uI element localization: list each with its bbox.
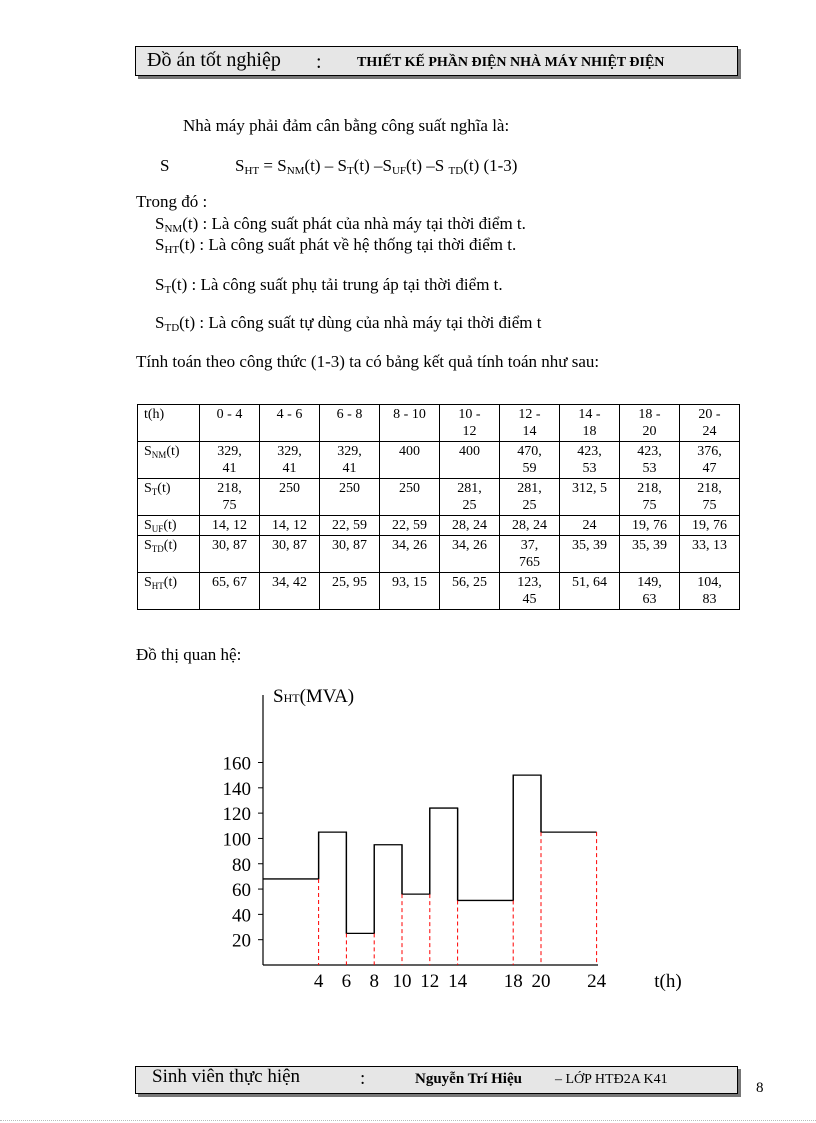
chart-caption: Đồ thị quan hệ: bbox=[136, 645, 242, 664]
value-cell bbox=[680, 573, 740, 610]
cell-line: 18 - bbox=[638, 407, 661, 422]
row-symbol: S bbox=[144, 518, 152, 533]
value-cell bbox=[380, 442, 440, 479]
row-subscript: TD bbox=[151, 544, 164, 554]
row-label bbox=[138, 442, 200, 479]
cell-line: 376, bbox=[697, 444, 722, 459]
cell-line: 20 - bbox=[698, 407, 721, 422]
cell-line: 37, bbox=[520, 538, 539, 553]
cell-line: 14, 12 bbox=[272, 518, 307, 533]
def-text: (t) : Là công suất phát của nhà máy tại thời điểm t. bbox=[182, 214, 526, 233]
table-row bbox=[138, 516, 740, 536]
def-subscript: NM bbox=[164, 223, 183, 235]
value-cell bbox=[680, 536, 740, 573]
value-cell bbox=[440, 479, 500, 516]
def-symbol: S bbox=[155, 313, 165, 332]
table-row bbox=[138, 479, 740, 516]
time-interval-cell bbox=[560, 405, 620, 442]
cell-line: 19, 76 bbox=[632, 518, 667, 533]
x-tick-label: 14 bbox=[448, 971, 468, 992]
x-tick-label: 18 bbox=[503, 971, 523, 992]
eq-subscript: TD bbox=[448, 165, 464, 177]
row-label: t(h) bbox=[138, 405, 200, 442]
cell-line: 35, 39 bbox=[632, 538, 667, 553]
cell-line: 30, 87 bbox=[212, 538, 247, 553]
value-cell bbox=[560, 536, 620, 573]
eq-subscript: UF bbox=[391, 165, 407, 177]
def-subscript: HT bbox=[164, 244, 180, 256]
definition-snm bbox=[155, 214, 526, 234]
value-cell bbox=[380, 479, 440, 516]
x-tick-label: 8 bbox=[369, 971, 379, 992]
row-subscript: NM bbox=[151, 450, 167, 460]
eq-text: (t) –S bbox=[406, 156, 449, 175]
cell-line: 25 bbox=[522, 498, 537, 513]
header-separator: : bbox=[316, 51, 322, 73]
cell-line: 250 bbox=[399, 481, 420, 496]
cell-line: 765 bbox=[519, 555, 540, 570]
equation-lead: S bbox=[160, 156, 170, 175]
cell-line: 35, 39 bbox=[572, 538, 607, 553]
time-interval-cell bbox=[500, 405, 560, 442]
cell-line: 329, bbox=[217, 444, 242, 459]
cell-line: 56, 25 bbox=[452, 575, 487, 590]
cell-line: 75 bbox=[702, 498, 717, 513]
cell-line: 75 bbox=[642, 498, 657, 513]
cell-line: 25, 95 bbox=[332, 575, 367, 590]
cell-line: 8 - 10 bbox=[393, 407, 426, 422]
cell-line: 34, 42 bbox=[272, 575, 307, 590]
def-text: (t) : Là công suất phát về hệ thống tại thời điểm t. bbox=[179, 235, 517, 254]
cell-line: 423, bbox=[637, 444, 662, 459]
footer-separator: : bbox=[360, 1068, 366, 1089]
value-cell bbox=[320, 573, 380, 610]
cell-line: 14 bbox=[522, 424, 537, 439]
def-text: (t) : Là công suất phụ tải trung áp tại thời điểm t. bbox=[171, 275, 503, 294]
value-cell bbox=[440, 442, 500, 479]
cell-line: 63 bbox=[642, 592, 657, 607]
value-cell bbox=[500, 516, 560, 536]
cell-line: 41 bbox=[222, 461, 237, 476]
eq-subscript: HT bbox=[244, 165, 260, 177]
cell-line: 41 bbox=[342, 461, 357, 476]
row-label bbox=[138, 573, 200, 610]
value-cell bbox=[560, 573, 620, 610]
cell-line: 4 - 6 bbox=[276, 407, 303, 422]
cell-line: 400 bbox=[459, 444, 480, 459]
eq-symbol: S bbox=[235, 156, 245, 175]
value-cell bbox=[200, 479, 260, 516]
cell-line: 10 - bbox=[458, 407, 481, 422]
y-tick-label: 100 bbox=[222, 829, 251, 851]
row-tail: (t) bbox=[157, 481, 171, 496]
cell-line: 34, 26 bbox=[392, 538, 427, 553]
cell-line: 281, bbox=[517, 481, 542, 496]
eq-text: (t) – bbox=[304, 156, 338, 175]
eq-subscript: NM bbox=[286, 165, 305, 177]
def-symbol: S bbox=[155, 235, 165, 254]
cell-line: 28, 24 bbox=[512, 518, 547, 533]
definition-sht bbox=[155, 235, 516, 255]
value-cell bbox=[260, 516, 320, 536]
cell-line: 59 bbox=[522, 461, 537, 476]
y-tick-label: 140 bbox=[222, 778, 251, 800]
value-cell bbox=[260, 479, 320, 516]
cell-line: 218, bbox=[637, 481, 662, 496]
cell-line: 33, 13 bbox=[692, 538, 727, 553]
row-tail: (t) bbox=[166, 444, 180, 459]
cell-line: 20 bbox=[642, 424, 657, 439]
cell-line: 75 bbox=[222, 498, 237, 513]
results-table bbox=[137, 404, 740, 610]
row-symbol: S bbox=[144, 481, 152, 496]
y-tick-label: 80 bbox=[232, 854, 251, 876]
cell-line: 30, 87 bbox=[332, 538, 367, 553]
sht-step-chart bbox=[200, 680, 700, 1000]
cell-line: 14, 12 bbox=[212, 518, 247, 533]
def-symbol: S bbox=[155, 214, 165, 233]
y-tick-label: 20 bbox=[232, 930, 251, 952]
time-interval-cell bbox=[260, 405, 320, 442]
x-axis-label: t(h) bbox=[654, 971, 682, 992]
value-cell bbox=[620, 536, 680, 573]
def-subscript: T bbox=[164, 284, 172, 296]
cell-line: 45 bbox=[522, 592, 537, 607]
cell-line: 400 bbox=[399, 444, 420, 459]
x-tick-label: 24 bbox=[587, 971, 607, 992]
header-title: Đồ án tốt nghiệp bbox=[147, 49, 281, 71]
table-row bbox=[138, 573, 740, 610]
y-tick-label: 120 bbox=[222, 804, 251, 826]
cell-line: 28, 24 bbox=[452, 518, 487, 533]
cell-line: 22, 59 bbox=[392, 518, 427, 533]
x-tick-label: 20 bbox=[531, 971, 551, 992]
value-cell bbox=[440, 573, 500, 610]
eq-text: = bbox=[259, 156, 278, 175]
eq-subscript: T bbox=[346, 165, 354, 177]
def-symbol: S bbox=[155, 275, 165, 294]
calc-text: Tính toán theo công thức (1-3) ta có bảng kết quả tính toán như sau: bbox=[136, 352, 600, 371]
row-tail: (t) bbox=[163, 518, 177, 533]
cell-line: 218, bbox=[697, 481, 722, 496]
cell-line: 25 bbox=[462, 498, 477, 513]
cell-line: 19, 76 bbox=[692, 518, 727, 533]
y-tick-label: 60 bbox=[232, 880, 251, 902]
cell-line: 24 bbox=[702, 424, 717, 439]
cell-line: 470, bbox=[517, 444, 542, 459]
value-cell bbox=[200, 536, 260, 573]
table-header-row bbox=[138, 405, 740, 442]
def-subscript: TD bbox=[164, 322, 180, 334]
eq-symbol: S bbox=[382, 156, 392, 175]
value-cell bbox=[500, 442, 560, 479]
page-bottom-rule bbox=[0, 1120, 816, 1121]
cell-line: 329, bbox=[337, 444, 362, 459]
value-cell bbox=[620, 442, 680, 479]
cell-line: 53 bbox=[582, 461, 597, 476]
value-cell bbox=[620, 573, 680, 610]
cell-line: 218, bbox=[217, 481, 242, 496]
value-cell bbox=[680, 479, 740, 516]
time-interval-cell bbox=[620, 405, 680, 442]
student-class: – LỚP HTĐ2A K41 bbox=[555, 1072, 668, 1087]
value-cell bbox=[320, 536, 380, 573]
cell-line: 149, bbox=[637, 575, 662, 590]
cell-line: 47 bbox=[702, 461, 717, 476]
cell-line: 41 bbox=[282, 461, 297, 476]
x-tick-label: 12 bbox=[420, 971, 440, 992]
value-cell bbox=[320, 442, 380, 479]
value-cell bbox=[560, 516, 620, 536]
cell-line: 281, bbox=[457, 481, 482, 496]
time-interval-cell bbox=[680, 405, 740, 442]
value-cell bbox=[680, 442, 740, 479]
cell-line: 30, 87 bbox=[272, 538, 307, 553]
cell-line: 423, bbox=[577, 444, 602, 459]
value-cell bbox=[500, 479, 560, 516]
value-cell bbox=[500, 536, 560, 573]
value-cell bbox=[200, 573, 260, 610]
cell-line: 0 - 4 bbox=[216, 407, 243, 422]
value-cell bbox=[320, 479, 380, 516]
value-cell bbox=[380, 516, 440, 536]
table-row bbox=[138, 536, 740, 573]
header-subject: THIẾT KẾ PHẦN ĐIỆN NHÀ MÁY NHIỆT ĐIỆN bbox=[357, 55, 665, 70]
page-number: 8 bbox=[756, 1080, 764, 1096]
definition-std bbox=[155, 313, 542, 333]
cell-line: 18 bbox=[582, 424, 597, 439]
value-cell bbox=[440, 536, 500, 573]
row-label bbox=[138, 536, 200, 573]
cell-line: 65, 67 bbox=[212, 575, 247, 590]
value-cell bbox=[260, 536, 320, 573]
cell-line: 24 bbox=[582, 518, 597, 533]
value-cell bbox=[620, 516, 680, 536]
row-subscript: UF bbox=[151, 524, 164, 534]
x-tick-label: 4 bbox=[313, 971, 324, 992]
y-axis-label: SHT(MVA) bbox=[273, 686, 355, 707]
cell-line: 312, 5 bbox=[572, 481, 607, 496]
cell-line: 123, bbox=[517, 575, 542, 590]
cell-line: 22, 59 bbox=[332, 518, 367, 533]
cell-line: 51, 64 bbox=[572, 575, 607, 590]
row-symbol: S bbox=[144, 538, 152, 553]
row-tail: (t) bbox=[163, 538, 178, 553]
y-tick-label: 160 bbox=[222, 753, 251, 775]
row-label bbox=[138, 479, 200, 516]
intro-text: Nhà máy phải đảm cân bằng công suất nghĩa là: bbox=[183, 116, 510, 135]
cell-line: 104, bbox=[697, 575, 722, 590]
value-cell bbox=[320, 516, 380, 536]
cell-line: 83 bbox=[702, 592, 717, 607]
value-cell bbox=[200, 442, 260, 479]
value-cell bbox=[500, 573, 560, 610]
cell-line: 250 bbox=[339, 481, 360, 496]
row-subscript: HT bbox=[151, 581, 164, 591]
time-interval-cell bbox=[380, 405, 440, 442]
where-title: Trong đó : bbox=[136, 192, 208, 211]
footer-label: Sinh viên thực hiện bbox=[152, 1066, 301, 1087]
cell-line: 12 - bbox=[518, 407, 541, 422]
value-cell bbox=[380, 536, 440, 573]
value-cell bbox=[200, 516, 260, 536]
cell-line: 6 - 8 bbox=[336, 407, 363, 422]
eq-symbol: S bbox=[277, 156, 287, 175]
time-interval-cell bbox=[440, 405, 500, 442]
cell-line: 329, bbox=[277, 444, 302, 459]
x-tick-label: 10 bbox=[392, 971, 412, 992]
cell-line: 93, 15 bbox=[392, 575, 427, 590]
cell-line: 12 bbox=[462, 424, 477, 439]
table-row bbox=[138, 442, 740, 479]
balance-equation bbox=[235, 156, 517, 176]
x-tick-label: 6 bbox=[341, 971, 352, 992]
student-name: Nguyễn Trí Hiệu bbox=[415, 1071, 522, 1087]
row-subscript: T bbox=[151, 487, 158, 497]
value-cell bbox=[560, 479, 620, 516]
value-cell bbox=[260, 573, 320, 610]
row-tail: (t) bbox=[163, 575, 178, 590]
row-label bbox=[138, 516, 200, 536]
cell-line: 34, 26 bbox=[452, 538, 487, 553]
y-tick-label: 40 bbox=[232, 905, 251, 927]
value-cell bbox=[560, 442, 620, 479]
cell-line: 53 bbox=[642, 461, 657, 476]
value-cell bbox=[260, 442, 320, 479]
eq-text: (t) (1-3) bbox=[463, 156, 518, 175]
definition-st bbox=[155, 275, 503, 295]
time-interval-cell bbox=[200, 405, 260, 442]
value-cell bbox=[380, 573, 440, 610]
eq-text: (t) – bbox=[353, 156, 383, 175]
row-symbol: S bbox=[144, 575, 152, 590]
row-symbol: S bbox=[144, 444, 152, 459]
value-cell bbox=[620, 479, 680, 516]
time-interval-cell bbox=[320, 405, 380, 442]
value-cell bbox=[440, 516, 500, 536]
eq-symbol: S bbox=[337, 156, 347, 175]
cell-line: 14 - bbox=[578, 407, 601, 422]
cell-line: 250 bbox=[279, 481, 300, 496]
def-text: (t) : Là công suất tự dùng của nhà máy tại thời điểm t bbox=[179, 313, 542, 332]
value-cell bbox=[680, 516, 740, 536]
